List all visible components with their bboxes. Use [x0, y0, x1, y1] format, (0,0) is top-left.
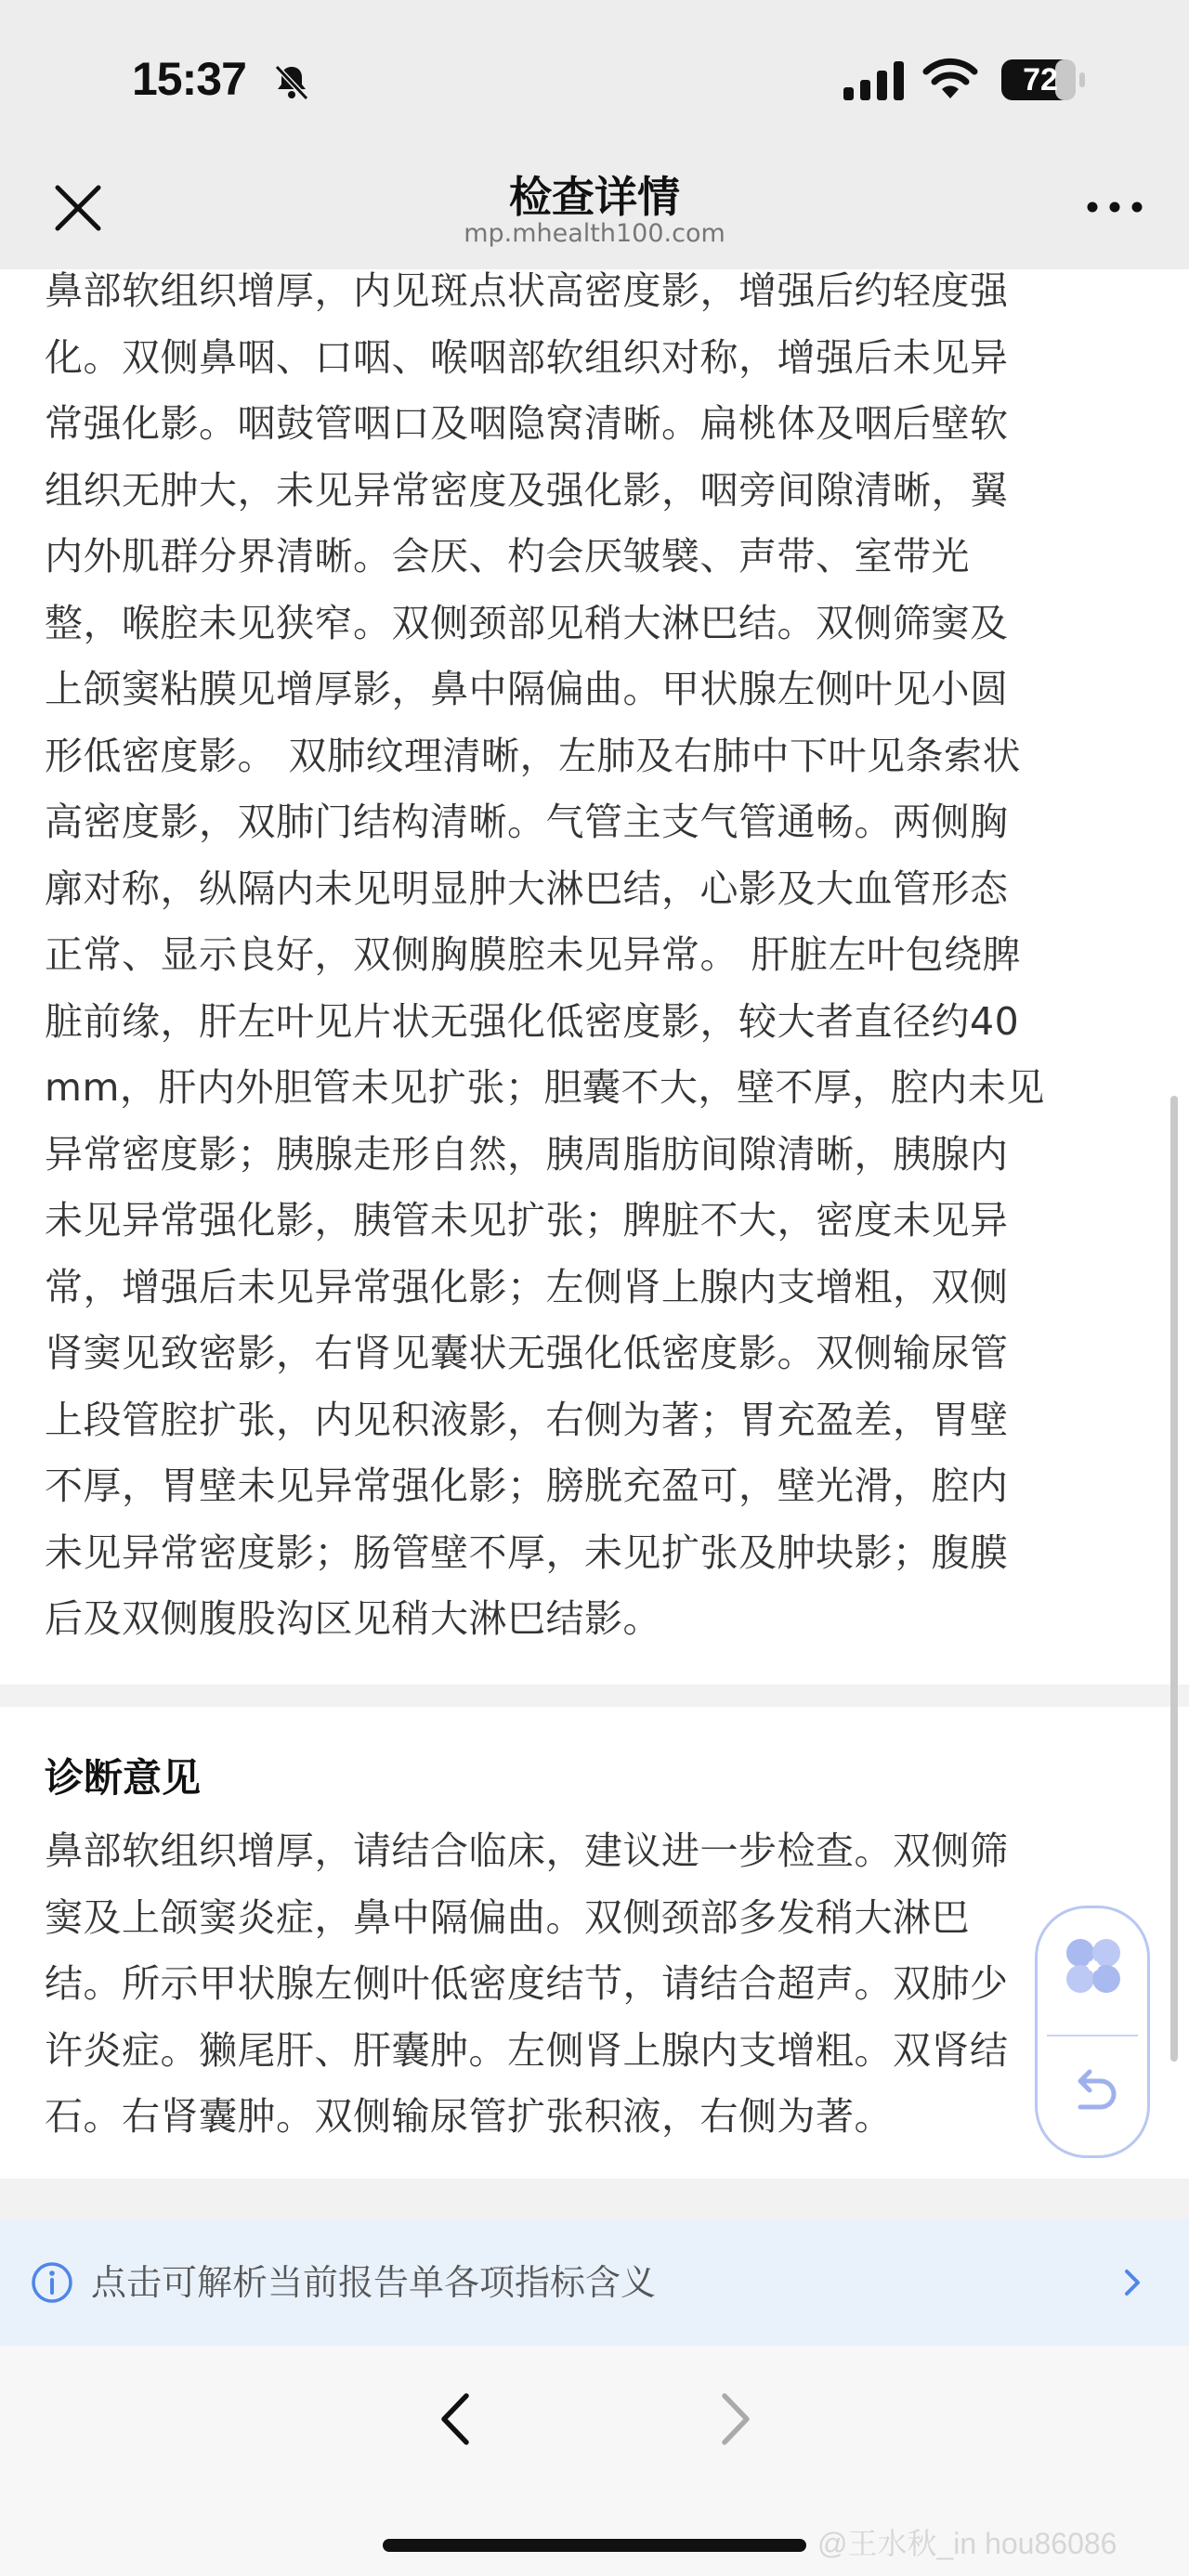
analyze-report-banner[interactable]: [0, 2219, 1189, 2346]
diagnosis-text: [45, 1818, 1150, 2151]
diagnosis-line: 窦及上颌窦炎症，鼻中隔偏曲。双侧颈部多发稍大淋巴: [45, 1894, 970, 1940]
floating-assistant-widget[interactable]: [1035, 1906, 1150, 2158]
chevron-right-icon[interactable]: [712, 2387, 758, 2452]
chevron-right-icon: [1118, 2264, 1146, 2301]
clover-icon[interactable]: [1060, 1932, 1127, 1999]
findings-line: 上颌窦粘膜见增厚影，鼻中隔偏曲。甲状腺左侧叶见小圆: [45, 667, 1009, 711]
findings-line: mm，肝内外胆管未见扩张；胆囊不大，壁不厚，腔内未见: [45, 1065, 1045, 1110]
findings-line: 形低密度影。 双肺纹理清晰，左肺及右肺中下叶见条索状: [45, 733, 1022, 778]
status-time: 15:37: [132, 53, 246, 105]
findings-line: 化。双侧鼻咽、口咽、喉咽部软组织对称，增强后未见异: [45, 334, 1009, 380]
bottom-toolbar: [0, 2346, 1189, 2576]
signal-icon: [843, 61, 905, 100]
widget-divider: [1047, 2035, 1138, 2036]
findings-line: 上段管腔扩张，内见积液影，右侧为著；胃充盈差，胃壁: [45, 1397, 1009, 1442]
findings-line: 异常密度影；胰腺走形自然，胰周脂肪间隙清晰，胰腺内: [45, 1131, 1009, 1177]
findings-line: 肾窦见致密影，右肾见囊状无强化低密度影。双侧输尿管: [45, 1331, 1009, 1375]
diagnosis-line: 许炎症。獭尾肝、肝囊肿。左侧肾上腺内支增粗。双肾结: [45, 2027, 1009, 2073]
diagnosis-line: 结。所示甲状腺左侧叶低密度结节，请结合超声。双肺少: [45, 1961, 1009, 2006]
home-indicator: [383, 2539, 806, 2552]
findings-line: 常强化影。咽鼓管咽口及咽隐窝清晰。扁桃体及咽后壁软: [45, 401, 1009, 446]
findings-line: 正常、显示良好，双侧胸膜腔未见异常。 肝脏左叶包绕脾: [45, 932, 1022, 977]
more-icon[interactable]: [1078, 193, 1152, 221]
findings-text: [45, 269, 1150, 1653]
findings-line: 不厚，胃壁未见异常强化影；膀胱充盈可，壁光滑，腔内: [45, 1464, 1009, 1508]
findings-line: 未见异常强化影，胰管未见扩张；脾脏不大，密度未见异: [45, 1198, 1009, 1242]
bell-slash-icon: [271, 61, 312, 102]
undo-icon[interactable]: [1064, 2062, 1123, 2122]
page-domain: mp.mhealth100.com: [464, 219, 725, 248]
page-title: 检查详情: [509, 172, 680, 222]
diagnosis-card: [0, 1707, 1189, 2179]
top-bar: [0, 0, 1189, 269]
findings-line: 高密度影，双肺门结构清晰。气管主支气管通畅。两侧胸: [45, 800, 1009, 844]
wifi-icon: [921, 58, 979, 100]
findings-line: 脏前缘，肝左叶见片状无强化低密度影，较大者直径约40: [45, 998, 1020, 1044]
findings-line: 组织无肿大，未见异常密度及强化影，咽旁间隙清晰，翼: [45, 467, 1009, 513]
info-icon: [30, 2260, 74, 2305]
chevron-left-icon[interactable]: [433, 2387, 479, 2452]
findings-line: 内外肌群分界清晰。会厌、杓会厌皱襞、声带、室带光: [45, 534, 970, 579]
findings-line: 未见异常密度影；肠管壁不厚，未见扩张及肿块影；腹膜: [45, 1529, 1009, 1575]
findings-line: 后及双侧腹股沟区见稍大淋巴结影。: [45, 1596, 661, 1641]
diagnosis-line: 鼻部软组织增厚，请结合临床，建议进一步检查。双侧筛: [45, 1828, 1009, 1873]
findings-line: 鼻部软组织增厚，内见斑点状高密度影，增强后约轻度强: [45, 269, 1009, 313]
banner-text: 点击可解析当前报告单各项指标含义: [91, 2262, 657, 2303]
findings-line: 整，喉腔未见狭窄。双侧颈部见稍大淋巴结。双侧筛窦及: [45, 600, 1009, 645]
findings-card: [0, 269, 1189, 1685]
findings-line: 常，增强后未见异常强化影；左侧肾上腺内支增粗，双侧: [45, 1264, 1009, 1309]
battery-level: 72: [1023, 62, 1058, 98]
findings-line: 廓对称，纵隔内未见明显肿大淋巴结，心影及大血管形态: [45, 865, 1009, 911]
diagnosis-title: 诊断意见: [45, 1755, 202, 1801]
diagnosis-line: 石。右肾囊肿。双侧输尿管扩张积液，右侧为著。: [45, 2094, 893, 2139]
scrollbar[interactable]: [1170, 1096, 1178, 2062]
watermark: @王水秋_in hou86086: [817, 2527, 1117, 2560]
